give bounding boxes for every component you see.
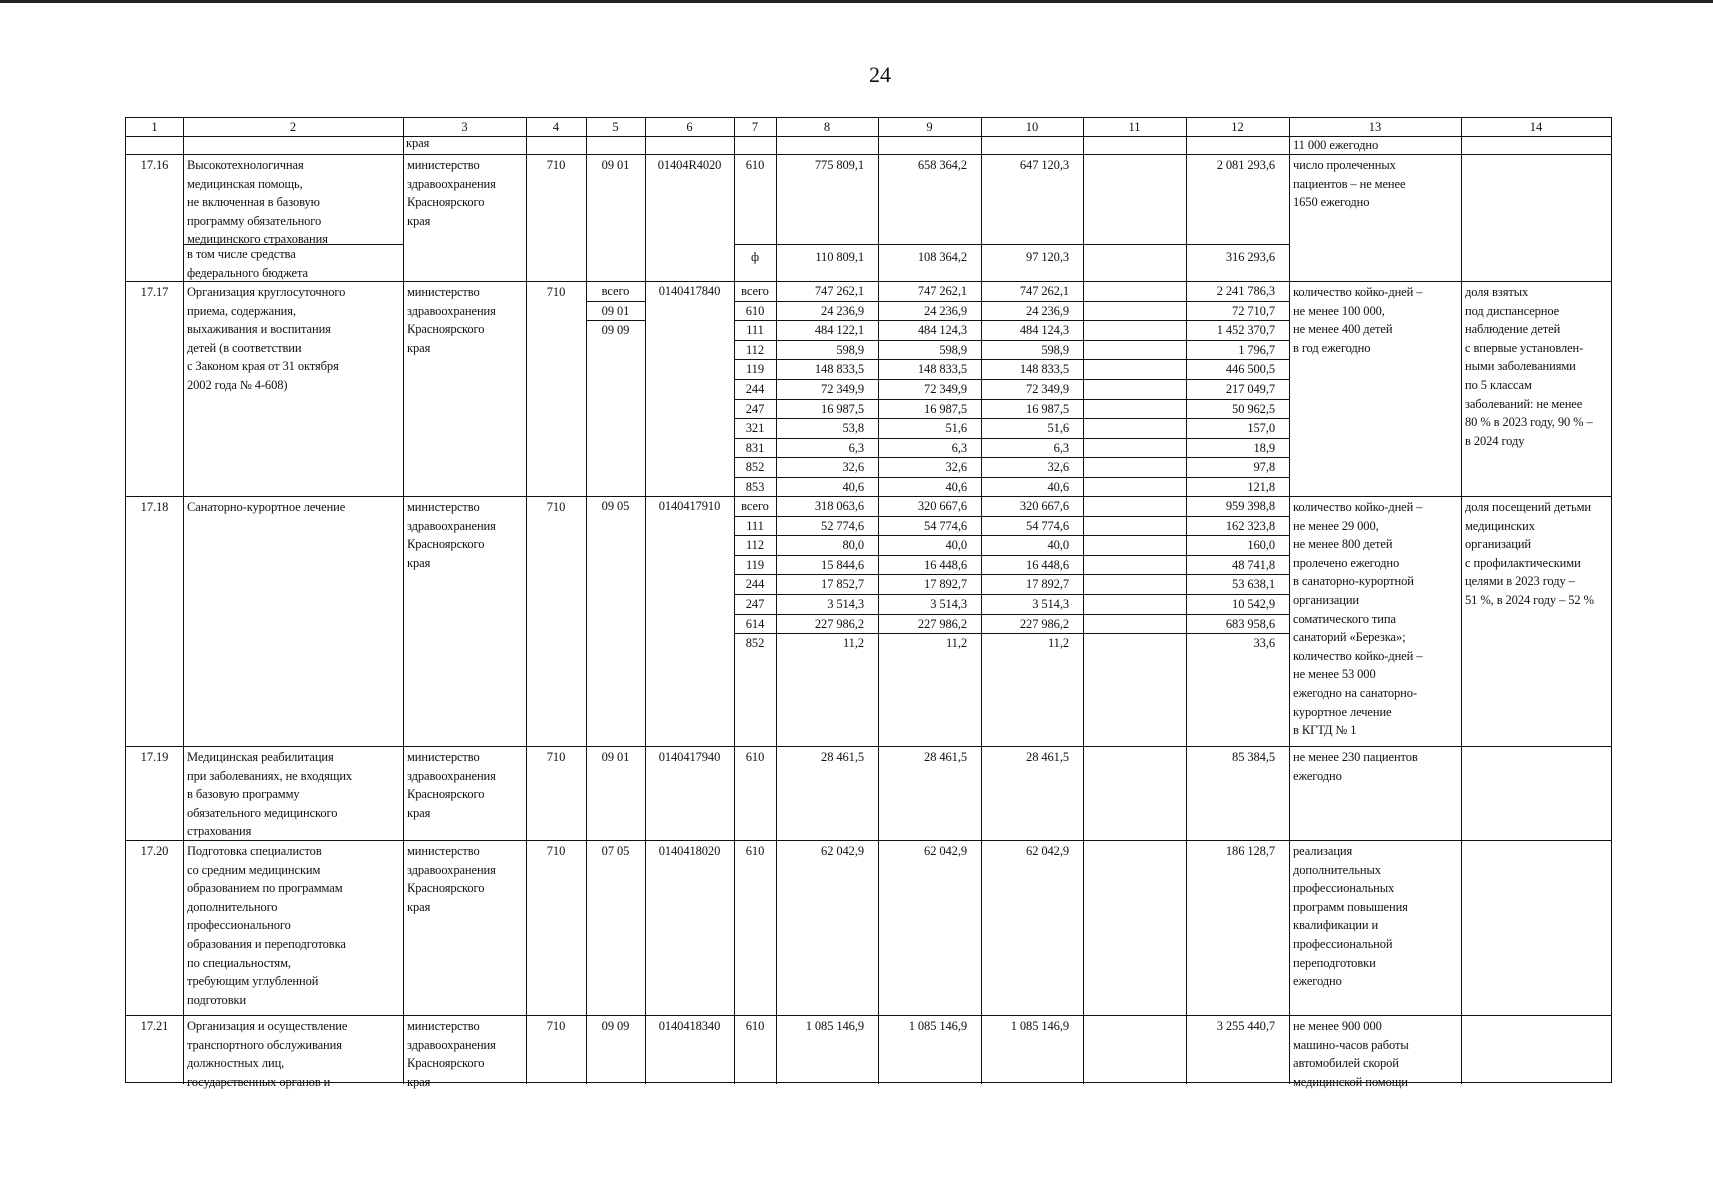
amount-2023: 11,2	[945, 636, 967, 651]
amount-total: 959 398,8	[1225, 499, 1275, 513]
budget-table	[125, 117, 1612, 1089]
row-result: не менее 230 пациентов ежегодно	[1293, 750, 1418, 783]
amount-2024: 17 892,7	[1026, 577, 1069, 592]
row-rzpr: 09 01	[601, 303, 630, 318]
amount-2022: 110 809,1	[815, 250, 864, 264]
row-grbs: 710	[546, 285, 566, 299]
vr-code: 112	[746, 342, 764, 357]
amount-total: 33,6	[1253, 636, 1275, 651]
row-rzpr: 09 09	[601, 323, 630, 338]
amount-2022: 80,0	[842, 538, 864, 553]
amount-2022: 775 809,1	[814, 158, 864, 172]
vr-code: 610	[745, 158, 765, 172]
amount-total: 160,0	[1247, 538, 1275, 553]
amount-total: 162 323,8	[1225, 518, 1275, 533]
amount-2024: 72 349,9	[1026, 382, 1069, 396]
amount-total: 1 796,7	[1238, 342, 1275, 357]
amount-2023: 40,0	[945, 538, 967, 553]
amount-2022: 747 262,1	[814, 284, 864, 298]
amount-2024: 484 124,3	[1019, 323, 1069, 338]
row-name: Высокотехнологичная медицинская помощь, не включенная в базовую программу обязательного медицинского страхования	[187, 158, 328, 247]
row-org: министерство здравоохранения Красноярского края	[407, 750, 496, 820]
amount-2022: 6,3	[848, 440, 864, 455]
row-indicator: доля взятых под диспансерное наблюдение детей с впервые установлен- ными заболеваниями по 5 классам заболеваний: не менее 80 % в 2023 году, 90 % – в 2024 году	[1465, 285, 1593, 448]
amount-2023: 484 124,3	[917, 323, 967, 338]
row-number: 17.19	[140, 750, 169, 764]
amount-total: 72 710,7	[1232, 303, 1275, 318]
amount-2023: 72 349,9	[924, 382, 967, 396]
row-csr: 0140417910	[658, 499, 721, 513]
vr-code: 853	[745, 480, 765, 494]
amount-2022: 227 986,2	[814, 616, 864, 631]
amount-2022: 598,9	[836, 342, 864, 357]
column-rule	[183, 118, 184, 1084]
row-indicator: доля посещений детьми медицинских организаций с профилактическими целями в 2023 году – 51 %, в 2024 году – 52 %	[1465, 500, 1594, 607]
row-result: не менее 900 000 машино-часов работы автомобилей скорой медицинской помощи	[1293, 1019, 1409, 1089]
header-col-3: 3	[461, 120, 468, 134]
amount-2023: 658 364,2	[917, 158, 967, 172]
row-result: реализация дополнительных профессиональных программ повышения квалификации и профессиональной переподготовки ежегодно	[1293, 844, 1408, 989]
row-rule	[126, 1015, 1611, 1016]
header-col-12: 12	[1231, 120, 1244, 134]
page-number: 24	[869, 62, 891, 87]
amount-2022: 52 774,6	[821, 518, 864, 533]
amount-2024: 40,0	[1047, 538, 1069, 553]
row-rule	[126, 746, 1611, 747]
column-rule	[586, 118, 587, 1084]
amount-2024: 227 986,2	[1019, 616, 1069, 631]
amount-2022: 32,6	[842, 460, 864, 475]
vr-code: 119	[746, 557, 764, 572]
row-grbs: 710	[546, 500, 566, 514]
amount-total: 121,8	[1247, 480, 1275, 494]
amount-2023: 3 514,3	[930, 597, 967, 611]
header-col-5: 5	[612, 120, 619, 134]
row-org: министерство здравоохранения Красноярского края	[407, 1019, 496, 1089]
amount-2024: 747 262,1	[1019, 284, 1069, 298]
vr-code: 614	[745, 616, 765, 631]
header-col-2: 2	[289, 120, 297, 134]
vr-code: 321	[745, 421, 765, 436]
amount-2022: 62 042,9	[821, 844, 864, 858]
vr-code: 831	[745, 440, 765, 455]
amount-total: 3 255 440,7	[1216, 1019, 1275, 1033]
header-col-6: 6	[686, 120, 693, 134]
amount-2024: 16 448,6	[1026, 557, 1069, 572]
amount-2023: 17 892,7	[924, 577, 967, 592]
cont-result-text: 11 000 ежегодно	[1293, 138, 1379, 152]
cont-org-text: края	[406, 136, 430, 150]
row-org: министерство здравоохранения Красноярского края	[407, 500, 496, 570]
row-number: 17.16	[140, 158, 169, 172]
amount-total: 97,8	[1253, 460, 1275, 475]
vr-code: 610	[745, 303, 765, 318]
row-grbs: 710	[546, 158, 566, 172]
row-result: количество койко-дней – не менее 100 000, не менее 400 детей в год ежегодно	[1293, 285, 1423, 355]
column-rule	[1083, 118, 1084, 1084]
row-rzpr: 09 09	[601, 1019, 630, 1033]
amount-2024: 51,6	[1047, 421, 1069, 436]
amount-2022: 16 987,5	[821, 401, 864, 416]
column-rule	[734, 118, 735, 1084]
header-col-4: 4	[552, 120, 560, 134]
column-rule	[1289, 118, 1290, 1084]
amount-total: 10 542,9	[1232, 597, 1275, 611]
row-grbs: 710	[546, 844, 566, 858]
vr-code: всего	[741, 499, 769, 513]
header-col-14: 14	[1529, 120, 1543, 134]
amount-total: 18,9	[1253, 440, 1275, 455]
row-rzpr: 09 01	[601, 750, 630, 764]
column-rule	[403, 118, 404, 1084]
amount-2023: 108 364,2	[917, 250, 967, 264]
row-org: министерство здравоохранения Красноярского края	[407, 158, 496, 228]
amount-2022: 318 063,6	[814, 499, 864, 513]
amount-2022: 28 461,5	[821, 750, 864, 764]
amount-2023: 16 448,6	[924, 557, 967, 572]
row-org: министерство здравоохранения Красноярского края	[407, 844, 496, 914]
column-rule	[1461, 118, 1462, 1084]
row-subname: в том числе средства федерального бюджета	[187, 247, 308, 280]
row-rule	[126, 154, 1611, 155]
row-rule	[586, 320, 645, 321]
row-csr: 01404R4020	[657, 158, 722, 172]
header-col-7: 7	[751, 120, 759, 134]
row-csr: 0140417940	[658, 750, 721, 764]
amount-2024: 148 833,5	[1019, 362, 1069, 377]
vr-code: 852	[745, 636, 765, 651]
amount-total: 217 049,7	[1225, 382, 1275, 396]
amount-2022: 15 844,6	[821, 557, 864, 572]
amount-total: 316 293,6	[1225, 250, 1275, 264]
amount-2024: 32,6	[1047, 460, 1069, 475]
amount-total: 50 962,5	[1232, 401, 1275, 416]
amount-2024: 11,2	[1047, 636, 1069, 651]
vr-code: всего	[741, 284, 769, 298]
amount-total: 157,0	[1247, 421, 1275, 436]
amount-2023: 62 042,9	[924, 844, 967, 858]
vr-code: 112	[746, 538, 764, 553]
header-col-11: 11	[1128, 120, 1141, 134]
row-name: Медицинская реабилитация при заболеваниях, не входящих в базовую программу обязательного медицинского страхования	[187, 750, 353, 839]
row-org: министерство здравоохранения Красноярского края	[407, 285, 496, 355]
amount-2024: 40,6	[1047, 480, 1069, 494]
vr-code: 111	[746, 518, 764, 533]
row-result: количество койко-дней – не менее 29 000, не менее 800 детей пролечено ежегодно в санаторно-курортной организации соматического типа санаторий «Березка»; количество койко-дней – не менее 53 000 ежегодно на санаторно- курортное лечение в КГТД № 1	[1293, 500, 1423, 738]
amount-total: 683 958,6	[1225, 616, 1275, 631]
amount-2022: 40,6	[842, 480, 864, 494]
row-name: Санаторно-курортное лечение	[187, 500, 346, 514]
vr-code: ф	[751, 250, 759, 264]
amount-2022: 484 122,1	[814, 323, 864, 338]
amount-2022: 3 514,3	[827, 597, 864, 611]
amount-2023: 1 085 146,9	[908, 1019, 967, 1033]
amount-2023: 747 262,1	[917, 284, 967, 298]
row-grbs: 710	[546, 1019, 566, 1033]
amount-2024: 16 987,5	[1026, 401, 1069, 416]
row-rule	[586, 301, 645, 302]
row-grbs: 710	[546, 750, 566, 764]
amount-2024: 598,9	[1041, 342, 1069, 357]
vr-code: 111	[746, 323, 764, 338]
row-rzpr: всего	[601, 284, 630, 298]
row-rzpr: 07 05	[601, 844, 630, 858]
row-rzpr: 09 01	[601, 158, 630, 172]
column-rule	[526, 118, 527, 1084]
amount-2022: 11,2	[842, 636, 864, 651]
amount-2022: 1 085 146,9	[805, 1019, 864, 1033]
vr-code: 244	[745, 382, 765, 396]
amount-2023: 40,6	[945, 480, 967, 494]
amount-2022: 24 236,9	[821, 303, 864, 318]
row-number: 17.18	[140, 500, 169, 514]
header-col-8: 8	[823, 120, 831, 134]
amount-2022: 53,8	[842, 421, 864, 436]
row-number: 17.21	[140, 1019, 169, 1033]
amount-total: 186 128,7	[1225, 844, 1275, 858]
amount-2024: 97 120,3	[1026, 250, 1069, 264]
amount-2024: 1 085 146,9	[1010, 1019, 1069, 1033]
amount-2023: 51,6	[945, 421, 967, 436]
amount-2023: 24 236,9	[924, 303, 967, 318]
amount-2024: 320 667,6	[1019, 499, 1069, 513]
amount-2023: 320 667,6	[917, 499, 967, 513]
amount-2023: 16 987,5	[924, 401, 967, 416]
row-csr: 0140417840	[658, 284, 721, 298]
amount-2024: 24 236,9	[1026, 303, 1069, 318]
vr-code: 610	[745, 844, 765, 858]
amount-2022: 72 349,9	[821, 382, 864, 396]
column-rule	[645, 118, 646, 1084]
amount-2023: 598,9	[939, 342, 967, 357]
amount-2024: 28 461,5	[1026, 750, 1069, 764]
amount-2023: 148 833,5	[917, 362, 967, 377]
amount-2024: 647 120,3	[1019, 158, 1069, 172]
row-name: Подготовка специалистов со средним медицинским образованием по программам дополнительного профессионального образования и переподготовка по специальностям, требующим углубленной подготовки	[187, 844, 346, 1007]
row-number: 17.20	[140, 844, 169, 858]
row-name: Организация круглосуточного приема, содержания, выхаживания и воспитания детей (в соответствии с Законом края от 31 октября 2002 года № 4-608)	[187, 285, 346, 392]
header-col-10: 10	[1025, 120, 1039, 134]
vr-code: 247	[745, 597, 765, 611]
vr-code: 119	[746, 362, 764, 377]
amount-2022: 148 833,5	[814, 362, 864, 377]
row-name: Организация и осуществление транспортного обслуживания должностных лиц, государственных органов и	[187, 1019, 348, 1089]
row-number: 17.17	[140, 285, 169, 299]
header-col-13: 13	[1368, 120, 1382, 134]
amount-total: 85 384,5	[1232, 750, 1275, 764]
amount-2023: 227 986,2	[917, 616, 967, 631]
amount-2024: 3 514,3	[1032, 597, 1069, 611]
vr-code: 852	[745, 460, 765, 475]
amount-2024: 6,3	[1053, 440, 1069, 455]
amount-2024: 62 042,9	[1026, 844, 1069, 858]
amount-total: 48 741,8	[1232, 557, 1275, 572]
amount-2022: 17 852,7	[821, 577, 864, 592]
amount-2023: 54 774,6	[924, 518, 967, 533]
amount-total: 2 241 786,3	[1216, 284, 1275, 298]
vr-code: 610	[745, 750, 765, 764]
amount-2023: 6,3	[951, 440, 967, 455]
amount-2023: 28 461,5	[924, 750, 967, 764]
amount-2024: 54 774,6	[1026, 518, 1069, 533]
row-rule	[734, 244, 1289, 245]
row-csr: 0140418340	[658, 1019, 721, 1033]
top-rule	[0, 0, 1713, 3]
amount-total: 2 081 293,6	[1216, 158, 1275, 172]
amount-total: 1 452 370,7	[1216, 323, 1275, 338]
amount-2023: 32,6	[945, 460, 967, 475]
row-csr: 0140418020	[658, 844, 721, 858]
vr-code: 610	[745, 1019, 765, 1033]
row-rzpr: 09 05	[601, 499, 630, 513]
vr-code: 244	[745, 577, 765, 592]
row-result: число пролеченных пациентов – не менее 1650 ежегодно	[1293, 158, 1406, 210]
amount-total: 446 500,5	[1225, 362, 1275, 377]
amount-total: 53 638,1	[1232, 577, 1275, 592]
vr-code: 247	[745, 401, 765, 416]
header-col-1: 1	[151, 120, 158, 134]
header-col-9: 9	[926, 120, 933, 134]
